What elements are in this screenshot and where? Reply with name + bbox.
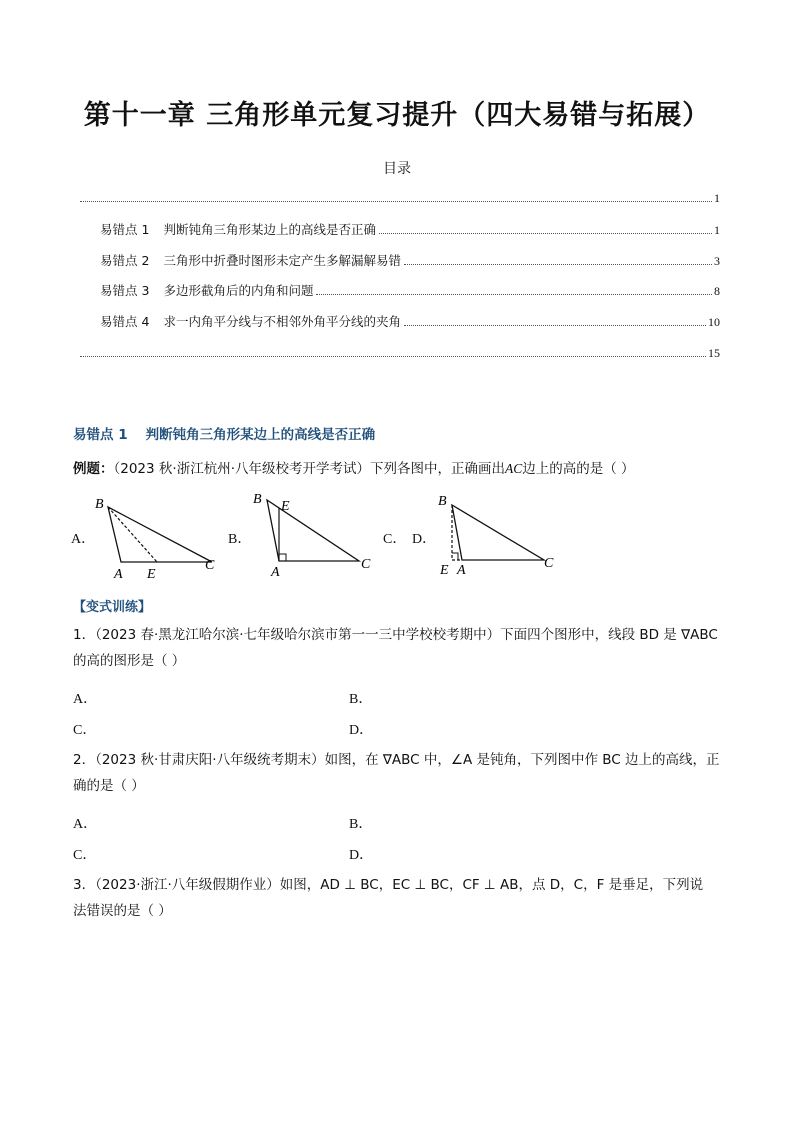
- right-angle-mark: [279, 554, 286, 561]
- vertex-label: E: [147, 567, 156, 582]
- vertex-label: B: [438, 494, 447, 509]
- question-1: [73, 625, 721, 671]
- option-d-label[interactable]: D．: [412, 532, 437, 547]
- toc-page-number: 10: [708, 315, 720, 329]
- vertex-label: A: [271, 565, 280, 580]
- toc-row-text: 求一内角平分线与不相邻外角平分线的夹角: [163, 314, 401, 329]
- example-question: [73, 459, 721, 479]
- toc-leader-dots: [379, 233, 712, 234]
- section-heading: [73, 423, 375, 443]
- question-2-line-1: 2．（2023 秋·甘肃庆阳·八年级统考期末）如图，在 ∇ABC 中，∠A 是钝角，下列图中作 BC 边上的高线，正: [73, 752, 720, 768]
- example-source: （2023 秋·浙江杭州·八年级校考开学考试）: [113, 461, 370, 477]
- toc-row-prefix: 易错点 1: [100, 222, 150, 237]
- toc-leader-dots: [316, 294, 712, 295]
- question-2-line-2: 确的是（ ）: [73, 778, 145, 794]
- example-text: 下列各图中，正确画出: [369, 461, 505, 477]
- vertex-label: E: [440, 563, 449, 578]
- toc-page-number: 3: [714, 254, 720, 268]
- toc-row-prefix: 易错点 4: [100, 314, 150, 329]
- toc-leader-dots: [404, 264, 712, 265]
- toc-row[interactable]: [100, 251, 720, 269]
- toc-page-number: 8: [714, 284, 720, 298]
- document-title: 第十一章 三角形单元复习提升（四大易错与拓展）: [83, 100, 711, 131]
- vertex-label: C: [361, 557, 371, 572]
- vertex-label: C: [205, 558, 215, 573]
- question-1-line-1: 1．（2023 春·黑龙江哈尔滨·七年级哈尔滨市第一一三中学校校考期中）下面四个图形中，线段 BD 是 ∇ABC: [73, 627, 718, 643]
- q2-option-c[interactable]: C．: [73, 848, 97, 863]
- q1-option-a[interactable]: A．: [73, 692, 98, 707]
- triangle-a: [108, 507, 212, 562]
- q2-option-a[interactable]: A．: [73, 817, 98, 832]
- option-c-label[interactable]: C．: [383, 532, 407, 547]
- toc-row-prefix: 易错点 2: [100, 253, 150, 268]
- vertex-label: E: [281, 499, 290, 514]
- altitude-a: [108, 507, 157, 562]
- section-prefix: 易错点 1: [73, 427, 128, 443]
- vertex-label: B: [253, 492, 262, 507]
- toc-row-label: [100, 251, 401, 269]
- option-b-label[interactable]: B．: [228, 532, 252, 547]
- q2-option-b[interactable]: B．: [349, 817, 373, 832]
- section-title-text: 判断钝角三角形某边上的高线是否正确: [145, 427, 376, 443]
- right-angle-mark: [452, 553, 458, 560]
- question-3: [73, 875, 721, 921]
- toc-page-number: 1: [714, 223, 720, 237]
- toc-row-label: [100, 281, 313, 299]
- toc-row-text: 判断钝角三角形某边上的高线是否正确: [163, 222, 376, 237]
- toc-row[interactable]: [100, 220, 720, 238]
- toc-row-prefix: 易错点 3: [100, 283, 150, 298]
- toc-leader-dots: [404, 325, 706, 326]
- example-lead: 例题：: [73, 461, 114, 477]
- question-1-line-2: 的高的图形是（ ）: [73, 653, 186, 669]
- example-text-end: 边上的高的是（ ）: [522, 461, 635, 477]
- question-3-line-1: 3．（2023·浙江·八年级假期作业）如图，AD ⊥ BC，EC ⊥ BC，CF ⊥ AB，点 D，C，F 是垂足，下列说: [73, 877, 704, 893]
- toc-page-number: 1: [714, 191, 720, 205]
- q2-option-d[interactable]: D．: [349, 848, 374, 863]
- q1-option-c[interactable]: C．: [73, 723, 97, 738]
- example-segment: AC: [504, 461, 523, 476]
- figure-d: [432, 490, 562, 582]
- toc-page-number: 15: [708, 346, 720, 360]
- figure-b: [247, 488, 377, 582]
- vertex-label: C: [544, 556, 554, 571]
- toc-row-label: [100, 312, 401, 330]
- q1-option-d[interactable]: D．: [349, 723, 374, 738]
- toc-row[interactable]: [100, 312, 720, 330]
- toc-row-label: [100, 220, 376, 238]
- toc-leader-dots: [80, 356, 706, 357]
- toc-heading: 目录: [383, 161, 411, 177]
- question-2: [73, 750, 721, 796]
- toc-row[interactable]: [100, 281, 720, 299]
- vertex-label: A: [114, 567, 123, 582]
- toc-row[interactable]: [77, 188, 720, 206]
- variant-training-heading: 【变式训练】: [73, 600, 152, 615]
- vertex-label: B: [95, 497, 104, 512]
- triangle-d: [452, 505, 544, 560]
- vertex-label: A: [457, 563, 466, 578]
- toc-leader-dots: [80, 201, 712, 202]
- option-a-label[interactable]: A．: [71, 532, 96, 547]
- figure-a: [92, 492, 222, 582]
- toc-row[interactable]: [77, 343, 720, 361]
- toc-row-text: 多边形截角后的内角和问题: [163, 283, 314, 298]
- q1-option-b[interactable]: B．: [349, 692, 373, 707]
- toc-row-text: 三角形中折叠时图形未定产生多解漏解易错: [163, 253, 401, 268]
- question-3-line-2: 法错误的是（ ）: [73, 903, 172, 919]
